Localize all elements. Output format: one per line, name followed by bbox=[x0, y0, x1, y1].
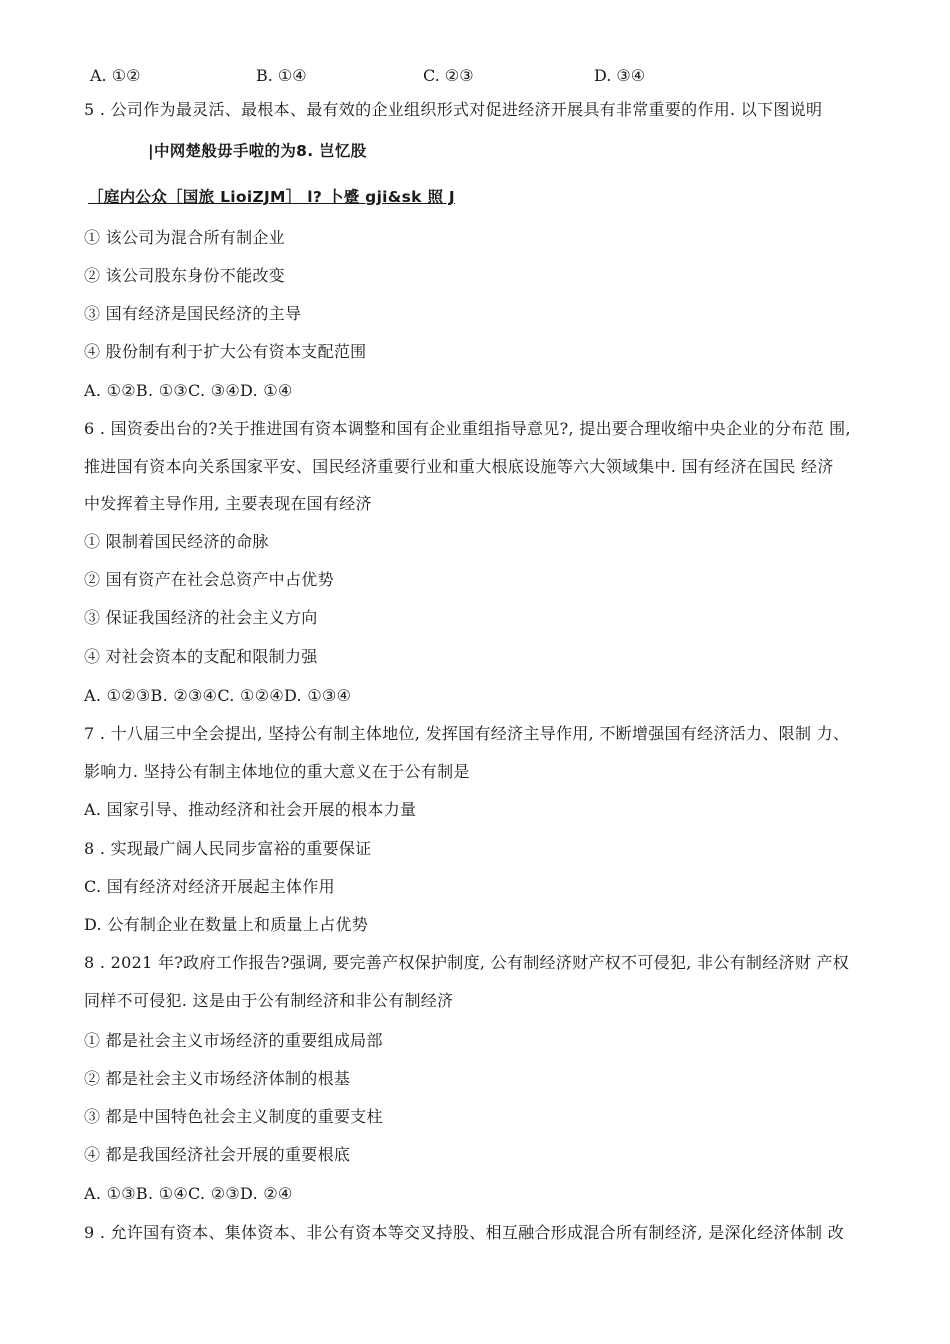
q7-option-a: A. 国家引导、推动经济和社会开展的根本力量 bbox=[84, 800, 417, 819]
question-5-stem: 5 . 公司作为最灵活、最根本、最有效的企业组织形式对促进经济开展具有非常重要的作用. 以下图说明 bbox=[84, 100, 823, 119]
q5-choice-3: ③ 国有经济是国民经济的主导 bbox=[84, 304, 302, 323]
option-d: D. ③④ bbox=[594, 66, 646, 85]
figure-caption-garbled: |中网楚般毋手啦的为8. 岂忆股 bbox=[148, 142, 367, 160]
q6-choice-2: ② 国有资产在社会总资产中占优势 bbox=[84, 570, 334, 589]
q6-choice-4: ④ 对社会资本的支配和限制力强 bbox=[84, 647, 318, 666]
q8-choice-1: ① 都是社会主义市场经济的重要组成局部 bbox=[84, 1031, 383, 1050]
question-7-stem-line-1: 7 . 十八届三中全会提出, 坚持公有制主体地位, 发挥国有经济主导作用, 不断增强国有经济活力、限制 力、 bbox=[84, 724, 850, 743]
question-6-stem-line-2: 推进国有资本向关系国家平安、国民经济重要行业和重大根底设施等六大领域集中. 国有经济在国民 经济 bbox=[84, 457, 834, 476]
q6-choice-1: ① 限制着国民经济的命脉 bbox=[84, 532, 269, 551]
q7-option-d: D. 公有制企业在数量上和质量上占优势 bbox=[84, 915, 369, 934]
q7-option-c: C. 国有经济对经济开展起主体作用 bbox=[84, 877, 335, 896]
q6-choice-3: ③ 保证我国经济的社会主义方向 bbox=[84, 608, 318, 627]
q8-choice-2: ② 都是社会主义市场经济体制的根基 bbox=[84, 1069, 351, 1088]
q5-choice-4: ④ 股份制有利于扩大公有资本支配范围 bbox=[84, 342, 367, 361]
q7-option-b: 8 . 实现最广阔人民同步富裕的重要保证 bbox=[84, 839, 372, 858]
q8-answers: A. ①③B. ①④C. ②③D. ②④ bbox=[84, 1184, 293, 1203]
q6-answers: A. ①②③B. ②③④C. ①②④D. ①③④ bbox=[84, 686, 352, 705]
answer-options-row bbox=[0, 66, 950, 88]
q8-choice-4: ④ 都是我国经济社会开展的重要根底 bbox=[84, 1145, 351, 1164]
question-6-stem-line-1: 6 . 国资委出台的?关于推进国有资本调整和国有企业重组指导意见?, 提出要合理收缩中央企业的分布范 围, bbox=[84, 419, 851, 438]
question-8-stem-line-1: 8 . 2021 年?政府工作报告?强调, 要完善产权保护制度, 公有制经济财产权不可侵犯, 非公有制经济财 产权 bbox=[84, 953, 850, 972]
q5-answers: A. ①②B. ①③C. ③④D. ①④ bbox=[84, 381, 293, 400]
figure-text-garbled: ［庭内公众［国旅 LioiZJM］ l? 卜蹙 gji&sk 照 J bbox=[88, 188, 456, 206]
question-7-stem-line-2: 影响力. 坚持公有制主体地位的重大意义在于公有制是 bbox=[84, 762, 470, 781]
q5-choice-2: ② 该公司股东身份不能改变 bbox=[84, 266, 285, 285]
option-a: A. ①② bbox=[90, 66, 141, 85]
option-b: B. ①④ bbox=[256, 66, 307, 85]
q8-choice-3: ③ 都是中国特色社会主义制度的重要支柱 bbox=[84, 1107, 383, 1126]
q5-choice-1: ① 该公司为混合所有制企业 bbox=[84, 228, 285, 247]
option-c: C. ②③ bbox=[423, 66, 474, 85]
question-9-stem-line-1: 9 . 允许国有资本、集体资本、非公有资本等交叉持股、相互融合形成混合所有制经济, 是深化经济体制 改 bbox=[84, 1223, 844, 1242]
question-6-stem-line-3: 中发挥着主导作用, 主要表现在国有经济 bbox=[84, 494, 372, 513]
question-8-stem-line-2: 同样不可侵犯. 这是由于公有制经济和非公有制经济 bbox=[84, 991, 454, 1010]
